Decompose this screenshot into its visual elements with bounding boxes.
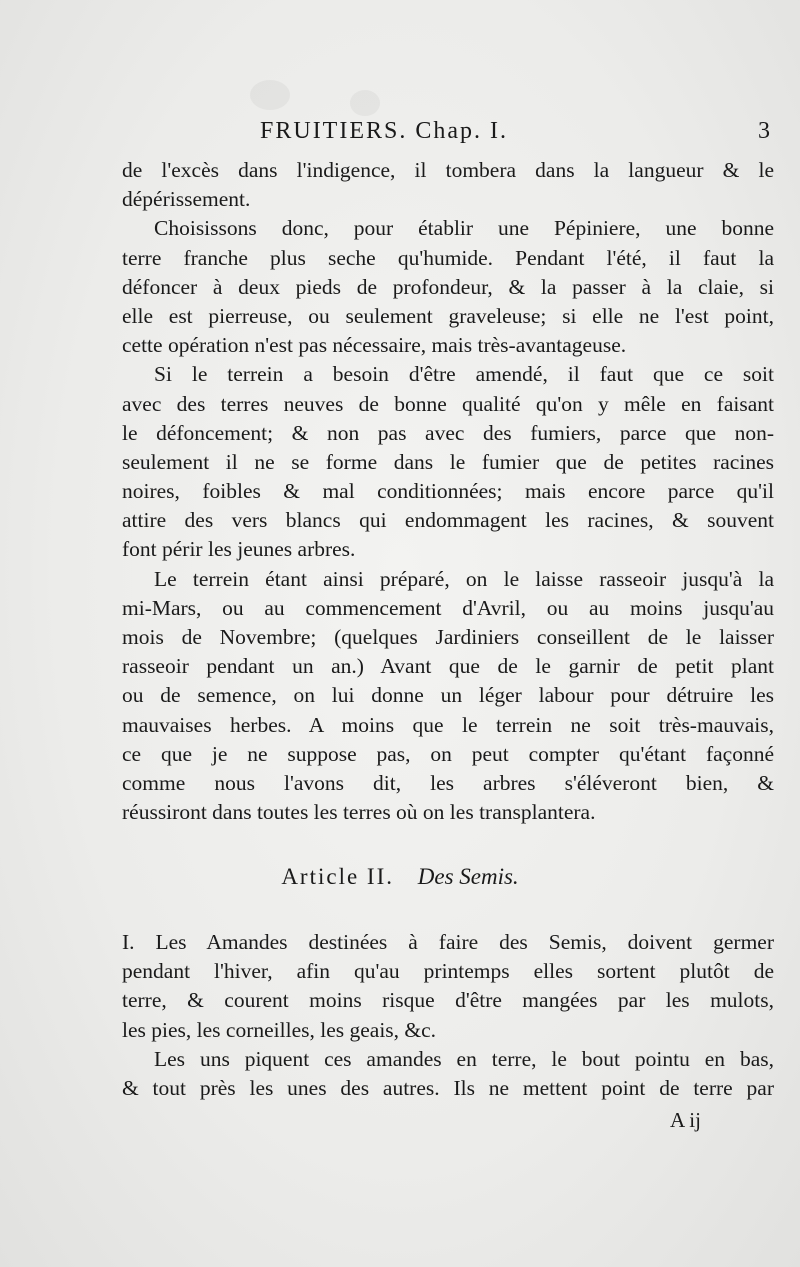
text-line: cette opération n'est pas nécessaire, mais très-avantageuse. xyxy=(122,333,627,358)
text-line: terre franche plus seche qu'humide. Pendant l'été, il faut la xyxy=(122,245,774,270)
text-line: attire des vers blancs qui endommagent les racines, & souvent xyxy=(122,508,774,533)
text-line: elle est pierreuse, ou seulement graveleuse; si elle ne l'est point, xyxy=(122,303,774,328)
page-header xyxy=(120,118,770,154)
article-title: Des Semis. xyxy=(417,864,519,889)
text-line: ce que je ne suppose pas, on peut compter qu'étant façonné xyxy=(122,741,774,766)
text-line: pendant l'hiver, afin qu'au printemps elles sortent plutôt de xyxy=(122,959,774,984)
signature-mark: A ij xyxy=(670,1108,701,1132)
text-line: de l'excès dans l'indigence, il tombera dans la langueur & le xyxy=(122,158,774,182)
text-line: dépérissement. xyxy=(122,187,251,212)
text-line: rasseoir pendant un an.) Avant que de le garnir de petit plant xyxy=(122,654,774,679)
text-line: & tout près les unes des autres. Ils ne mettent point de terre par xyxy=(122,1075,774,1100)
text-line: les pies, les corneilles, les geais, &c. xyxy=(122,1017,437,1042)
body-text-part1 xyxy=(122,156,774,827)
article-label: Article II. xyxy=(281,864,394,889)
text-line: seulement il ne se forme dans le fumier que de petites racines xyxy=(122,449,774,474)
article-heading xyxy=(0,864,800,890)
paper-stain xyxy=(250,80,290,110)
page-number: 3 xyxy=(758,118,770,144)
running-title: FRUITIERS. Chap. I. xyxy=(260,118,508,144)
text-line: Les uns piquent ces amandes en terre, le bout pointu en bas, xyxy=(154,1046,774,1071)
text-line: Choisissons donc, pour établir une Pépiniere, une bonne xyxy=(154,216,774,241)
paper-stain xyxy=(350,90,380,116)
text-line: I. Les Amandes destinées à faire des Semis, doivent germer xyxy=(122,930,774,954)
text-line: le défoncement; & non pas avec des fumiers, parce que non- xyxy=(122,420,774,445)
text-line: comme nous l'avons dit, les arbres s'éléveront bien, & xyxy=(122,770,774,795)
text-line: réussiront dans toutes les terres où on les transplantera. xyxy=(122,800,596,825)
text-line: ou de semence, on lui donne un léger labour pour détruire les xyxy=(122,683,774,708)
text-line: mois de Novembre; (quelques Jardiniers conseillent de le laisser xyxy=(122,625,774,649)
text-line: terre, & courent moins risque d'être mangées par les mulots, xyxy=(122,988,774,1013)
text-line: Le terrein étant ainsi préparé, on le laisse rasseoir jusqu'à la xyxy=(154,566,774,591)
text-line: noires, foibles & mal conditionnées; mais encore parce qu'il xyxy=(122,479,774,504)
text-line: Si le terrein a besoin d'être amendé, il faut que ce soit xyxy=(154,362,774,387)
text-line: mi-Mars, ou au commencement d'Avril, ou au moins jusqu'au xyxy=(122,595,774,620)
text-line: font périr les jeunes arbres. xyxy=(122,537,356,562)
text-line: mauvaises herbes. A moins que le terrein ne soit très-mauvais, xyxy=(122,712,774,737)
text-line: défoncer à deux pieds de profondeur, & la passer à la claie, si xyxy=(122,274,774,299)
text-line: avec des terres neuves de bonne qualité qu'on y mêle en faisant xyxy=(122,391,774,416)
body-text-part2 xyxy=(122,928,774,1103)
